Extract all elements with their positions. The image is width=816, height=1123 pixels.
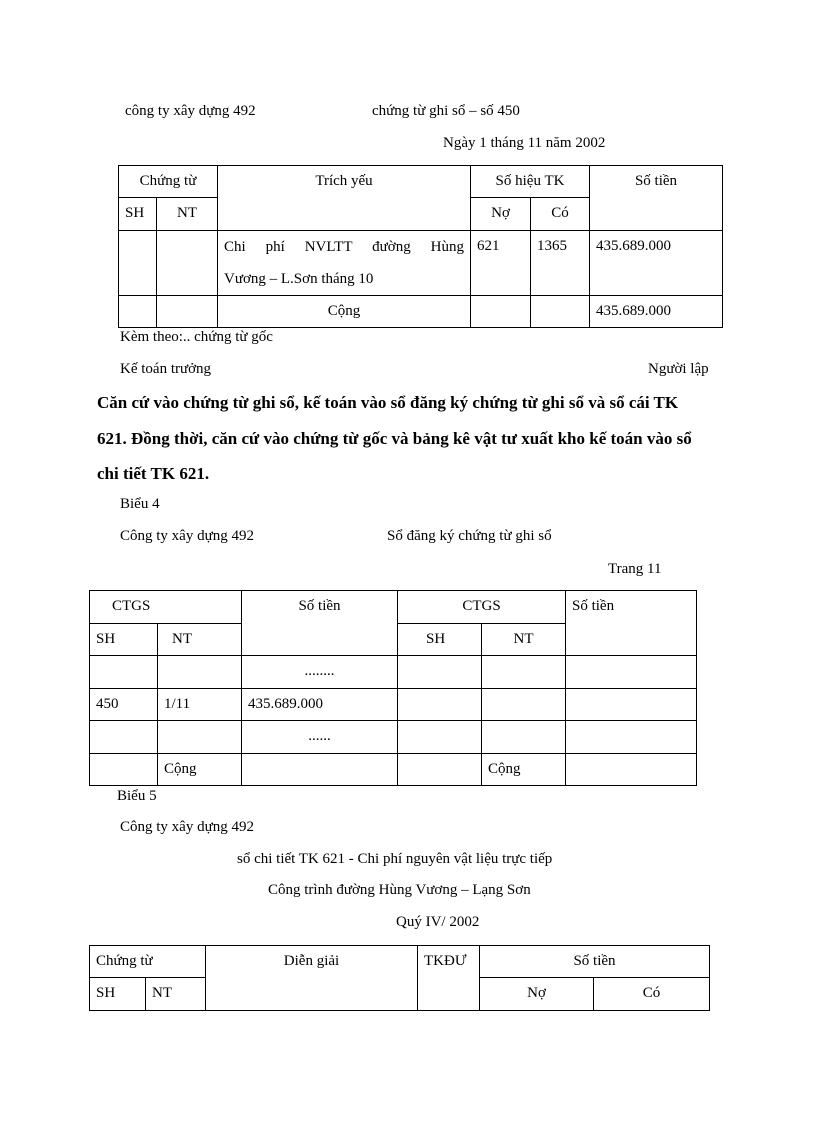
register-cell bbox=[242, 754, 398, 786]
voucher-total-row bbox=[119, 296, 723, 328]
voucher-cell-no: 621 bbox=[471, 231, 531, 296]
ledger-company: Công ty xây dựng 492 bbox=[120, 819, 254, 835]
voucher-total-co bbox=[531, 296, 590, 328]
ledger-header-so-tien: Số tiền bbox=[480, 946, 710, 978]
ledger-header-co: Có bbox=[594, 978, 710, 1011]
register-table bbox=[89, 590, 697, 786]
table-row bbox=[90, 689, 697, 721]
register-cell bbox=[482, 721, 566, 754]
register-cell bbox=[482, 689, 566, 721]
voucher-header-co: Có bbox=[531, 198, 590, 231]
ledger-header-tkdu: TKĐƯ bbox=[418, 946, 480, 1011]
register-cell bbox=[398, 721, 482, 754]
register-header-ctgs-left: CTGS bbox=[90, 591, 242, 624]
ledger-table bbox=[89, 945, 710, 1011]
voucher-total-nt bbox=[157, 296, 218, 328]
register-cell bbox=[566, 656, 697, 689]
register-cell bbox=[90, 721, 158, 754]
voucher-total-amount: 435.689.000 bbox=[590, 296, 723, 328]
ledger-project: Công trình đường Hùng Vương – Lạng Sơn bbox=[268, 882, 531, 898]
register-header-so-tien-right: Số tiền bbox=[566, 591, 697, 656]
voucher-header-nt: NT bbox=[157, 198, 218, 231]
paragraph-line2: 621. Đồng thời, căn cứ vào chứng từ gốc và bảng kê vật tư xuất kho kế toán vào sổ bbox=[97, 429, 692, 448]
voucher-cell-nt bbox=[157, 231, 218, 296]
register-title: Sổ đăng ký chứng từ ghi sổ bbox=[387, 528, 552, 544]
ledger-header-nt: NT bbox=[146, 978, 206, 1011]
register-header-nt-right: NT bbox=[482, 624, 566, 656]
voucher-title: chứng từ ghi sổ – số 450 bbox=[372, 103, 520, 119]
register-cell bbox=[566, 721, 697, 754]
table-row bbox=[90, 656, 697, 689]
register-company: Công ty xây dựng 492 bbox=[120, 528, 254, 544]
ledger-period: Quý IV/ 2002 bbox=[396, 914, 480, 930]
paragraph-line1: Căn cứ vào chứng từ ghi sổ, kế toán vào sổ đăng ký chứng từ ghi sổ và sổ cái TK bbox=[97, 393, 679, 412]
register-total-left: Cộng bbox=[158, 754, 242, 786]
voucher-header-sh: SH bbox=[119, 198, 157, 231]
register-page: Trang 11 bbox=[608, 561, 662, 577]
voucher-cell-amount: 435.689.000 bbox=[590, 231, 723, 296]
register-row-sh: 450 bbox=[90, 689, 158, 721]
register-header-so-tien-left: Số tiền bbox=[242, 591, 398, 656]
ledger-title: sổ chi tiết TK 621 - Chi phí nguyên vật liệu trực tiếp bbox=[237, 851, 553, 867]
voucher-date: Ngày 1 tháng 11 năm 2002 bbox=[443, 135, 606, 151]
ledger-label: Biểu 5 bbox=[117, 788, 157, 804]
preparer: Người lập bbox=[648, 361, 709, 377]
register-header-sh-left: SH bbox=[90, 624, 158, 656]
register-cell bbox=[90, 754, 158, 786]
voucher-row bbox=[119, 231, 723, 296]
voucher-header-chung-tu: Chứng từ bbox=[119, 166, 218, 198]
voucher-table bbox=[118, 165, 723, 328]
voucher-header-trich-yeu: Trích yếu bbox=[218, 166, 471, 231]
register-cell bbox=[398, 689, 482, 721]
ledger-header-no: Nợ bbox=[480, 978, 594, 1011]
register-row-nt: 1/11 bbox=[158, 689, 242, 721]
voucher-company: công ty xây dựng 492 bbox=[125, 103, 256, 119]
voucher-header-so-hieu-tk: Số hiệu TK bbox=[471, 166, 590, 198]
register-cell bbox=[566, 754, 697, 786]
voucher-cell-sh bbox=[119, 231, 157, 296]
voucher-total-label: Cộng bbox=[218, 296, 471, 328]
register-label: Biểu 4 bbox=[120, 496, 160, 512]
voucher-total-no bbox=[471, 296, 531, 328]
register-cell bbox=[398, 656, 482, 689]
voucher-cell-co: 1365 bbox=[531, 231, 590, 296]
register-cell bbox=[398, 754, 482, 786]
voucher-cell-desc bbox=[218, 231, 471, 296]
register-cell bbox=[158, 656, 242, 689]
register-cell bbox=[90, 656, 158, 689]
voucher-total-sh bbox=[119, 296, 157, 328]
register-header-ctgs-right: CTGS bbox=[398, 591, 566, 624]
table-row bbox=[90, 754, 697, 786]
chief-accountant: Kế toán trưởng bbox=[120, 361, 212, 377]
paragraph-line3: chi tiết TK 621. bbox=[97, 464, 210, 483]
register-row-amount: 435.689.000 bbox=[242, 689, 398, 721]
voucher-desc-line2: Vương – L.Sơn tháng 10 bbox=[224, 271, 374, 287]
register-cell bbox=[482, 656, 566, 689]
ledger-header-chung-tu: Chứng từ bbox=[90, 946, 206, 978]
register-dots-2: ...... bbox=[242, 721, 398, 754]
voucher-header-no: Nợ bbox=[471, 198, 531, 231]
ledger-header-dien-giai: Diễn giải bbox=[206, 946, 418, 1011]
register-total-right: Cộng bbox=[482, 754, 566, 786]
voucher-attached: Kèm theo:.. chứng từ gốc bbox=[120, 329, 273, 345]
voucher-header-so-tien: Số tiền bbox=[590, 166, 723, 231]
register-cell bbox=[158, 721, 242, 754]
ledger-header-sh: SH bbox=[90, 978, 146, 1011]
register-header-sh-right: SH bbox=[398, 624, 482, 656]
register-header-nt-left: NT bbox=[158, 624, 242, 656]
register-dots-1: ........ bbox=[242, 656, 398, 689]
table-row bbox=[90, 721, 697, 754]
register-cell bbox=[566, 689, 697, 721]
voucher-desc-line1: Chi phí NVLTT đường Hùng bbox=[224, 239, 464, 255]
